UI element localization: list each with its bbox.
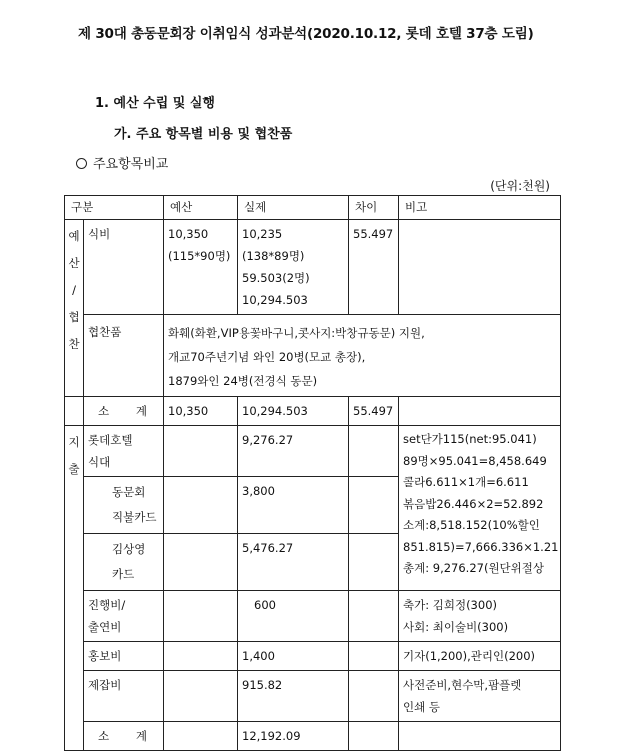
meal-note [399,220,561,315]
row-label-mc: 진행비/ 출연비 [84,591,164,642]
table-row [65,426,561,477]
row-label-alumni-card: 동문회 직불카드 [84,477,164,534]
mc-actual: 600 [238,591,349,642]
subtotal2-actual: 12,192.09 [238,722,349,751]
subtotal1-actual: 10,294.503 [238,397,349,426]
subtotal1-label: 소 계 [84,397,164,426]
header-budget: 예산 [164,196,238,220]
section-heading-budget: 1. 예산 수립 및 실행 [95,96,215,111]
header-diff: 차이 [349,196,399,220]
sponsor-items: 화훼(화환,VIP용꽃바구니,콧사지:박창규동문) 지원, 개교70주년기념 와인 20병(모교 총장), 1879와인 24병(전경식 동문) [164,315,561,397]
header-note: 비고 [399,196,561,220]
row-label-misc: 제잡비 [84,671,164,722]
kim-card-actual: 5,476.27 [238,534,349,591]
lotte-actual: 9,276.27 [238,426,349,477]
mc-note: 축가: 김희정(300) 사회: 최이술비(300) [399,591,561,642]
subtotal2-label: 소 계 [84,722,164,751]
meal-diff: 55.497 [349,220,399,315]
row-label-kim-card: 김상영 카드 [84,534,164,591]
header-category: 구분 [65,196,164,220]
row-label-pr: 홍보비 [84,642,164,671]
table-header-row [65,196,561,220]
comparison-table [64,195,561,751]
circle-bullet-icon [76,158,87,169]
table-row [65,722,561,751]
row-label-meal: 식비 [84,220,164,315]
group-label-expense: 지 출 [65,426,84,751]
misc-note: 사전준비,현수막,팜플렛 인쇄 등 [399,671,561,722]
comparison-label: 주요항목비교 [93,157,169,172]
lotte-note: set단가115(net:95.041) 89명×95.041=8,458.649 콜라6.611×1개=6.611 볶음밥26.446×2=52.892 소계:8,518.152(10%할인 851.815)=7,666.336×1.21 총계: 9,276.27(원단위절상 [399,426,561,591]
row-label-sponsor: 협찬품 [84,315,164,397]
subtotal1-budget: 10,350 [164,397,238,426]
unit-label: (단위:천원) [490,179,550,193]
alumni-card-actual: 3,800 [238,477,349,534]
page-title: 제 30대 총동문회장 이취임식 성과분석(2020.10.12, 롯데 호텔 37층 도림) [78,26,534,42]
pr-actual: 1,400 [238,642,349,671]
misc-actual: 915.82 [238,671,349,722]
table-row [65,642,561,671]
row-label-lotte: 롯데호텔 식대 [84,426,164,477]
header-actual: 실제 [238,196,349,220]
table-row [65,671,561,722]
table-row [65,397,561,426]
table-row [65,315,561,397]
table-row [65,220,561,315]
subtotal1-diff: 55.497 [349,397,399,426]
group-label-budget-sponsor: 예 산 / 협 찬 [65,220,84,397]
table-row [65,591,561,642]
pr-note: 기자(1,200),관리인(200) [399,642,561,671]
section-comparison [76,153,168,172]
meal-budget: 10,350 (115*90명) [164,220,238,315]
subsection-heading-items: 가. 주요 항목별 비용 및 협찬품 [114,127,293,142]
meal-actual: 10,235 (138*89명) 59.503(2명) 10,294.503 [238,220,349,315]
